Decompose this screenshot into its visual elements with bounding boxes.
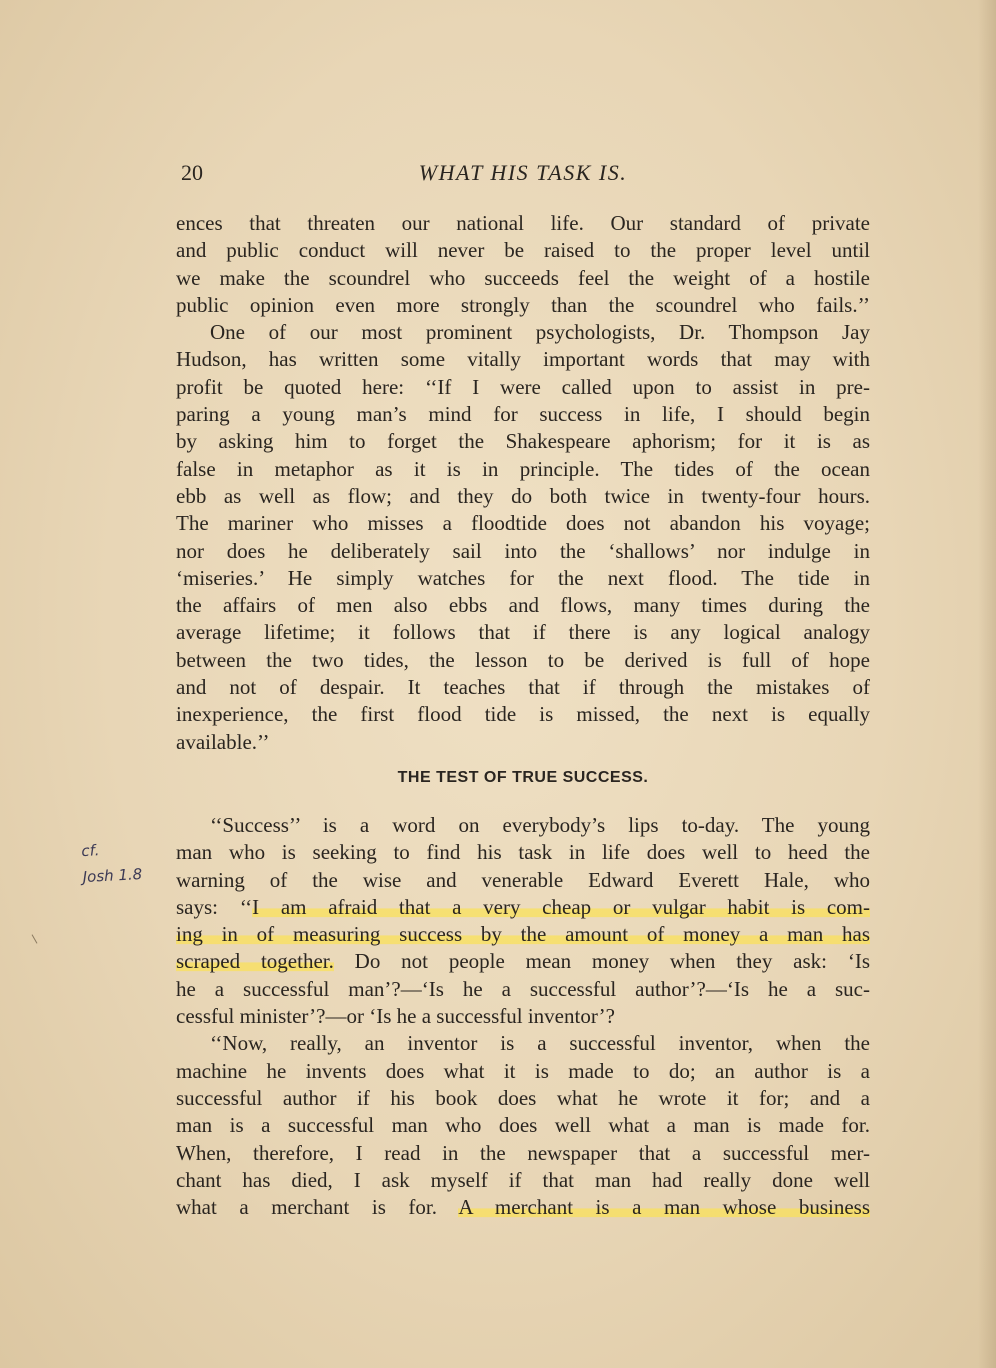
text-line: and public conduct will never be raised to the proper level until [176,238,870,263]
text-block-bottom [176,812,870,1221]
text-line: he a successful man’?—‘Is he a successful author’?—‘Is he a suc- [176,976,870,1001]
text-line: cessful minister’?—or ‘Is he a successful inventor’? [176,1004,615,1029]
text-line: When, therefore, I read in the newspaper that a successful mer- [176,1140,870,1165]
running-head [176,160,870,190]
highlighted-text: ing in of measuring success by the amount of money a man has [176,922,870,947]
text-line: machine he invents does what it is made to do; an author is a [176,1058,870,1083]
text-line: profit be quoted here: ‘‘If I were called upon to assist in pre- [176,374,870,399]
text-line [176,1194,870,1221]
text-block-top [176,210,870,756]
text-line [176,948,870,975]
text-line: man who is seeking to find his task in life does well to heed the [176,840,870,865]
text-line: Hudson, has written some vitally important words that may with [176,347,870,372]
text-line: ‘miseries.’ He simply watches for the next flood. The tide in [176,565,870,590]
text-line: inexperience, the first flood tide is missed, the next is equally [176,702,870,727]
text-line: nor does he deliberately sail into the ‘shallows’ nor indulge in [176,538,870,563]
text-line: by asking him to forget the Shakespeare aphorism; for it is as [176,429,870,454]
handwritten-margin-note [81,834,164,890]
text-line: man is a successful man who does well what a man is made for. [176,1113,870,1138]
text-line: average lifetime; it follows that if there is any logical analogy [176,620,870,645]
text-line: ebb as well as flow; and they do both twice in twenty-four hours. [176,483,870,508]
text-line: and not of despair. It teaches that if through the mistakes of [176,675,870,700]
highlighted-text: I am afraid that a very cheap or vulgar habit is com- [252,894,871,919]
text-span: says: ‘‘ [176,894,253,919]
text-line: warning of the wise and venerable Edward Everett Hale, who [176,867,870,892]
text-line: the affairs of men also ebbs and flows, many times during the [176,593,870,618]
text-line: false in metaphor as it is in principle. The tides of the ocean [176,456,870,481]
text-line: The mariner who misses a floodtide does not abandon his voyage; [176,511,870,536]
text-line [176,921,870,948]
margin-note-line: cf. [80,841,100,861]
text-line: public opinion even more strongly than the scoundrel who fails.’’ [176,292,870,317]
text-line: ‘‘Success’’ is a word on everybody’s lips to-day. The young [210,813,870,837]
text-line: available.’’ [176,729,270,754]
running-title: WHAT HIS TASK IS. [418,160,628,185]
text-line [176,894,870,921]
section-heading: THE TEST OF TRUE SUCCESS. [397,769,649,786]
text-span: what a merchant is for. [176,1195,459,1220]
text-line: ‘‘Now, really, an inventor is a successful inventor, when the [210,1031,870,1056]
margin-note-line: Josh 1.8 [82,864,143,887]
highlighted-text: A merchant is a man whose business [458,1195,870,1220]
text-line: ences that threaten our national life. Our standard of private [176,211,870,235]
highlighted-text: scraped together. [176,949,334,974]
text-line: we make the scoundrel who succeeds feel the weight of a hostile [176,265,870,290]
text-line: paring a young man’s mind for success in life, I should begin [176,402,870,427]
text-span: Do not people mean money when they ask: ‘Is [333,949,870,974]
page-number: 20 [181,160,203,185]
page-edge-shadow [978,0,996,1368]
text-line: chant has died, I ask myself if that man had really done well [176,1167,870,1192]
text-line: successful author if his book does what he wrote it for; and a [176,1085,870,1110]
text-line: One of our most prominent psychologists, Dr. Thompson Jay [210,320,870,345]
text-line: between the two tides, the lesson to be derived is full of hope [176,647,870,672]
